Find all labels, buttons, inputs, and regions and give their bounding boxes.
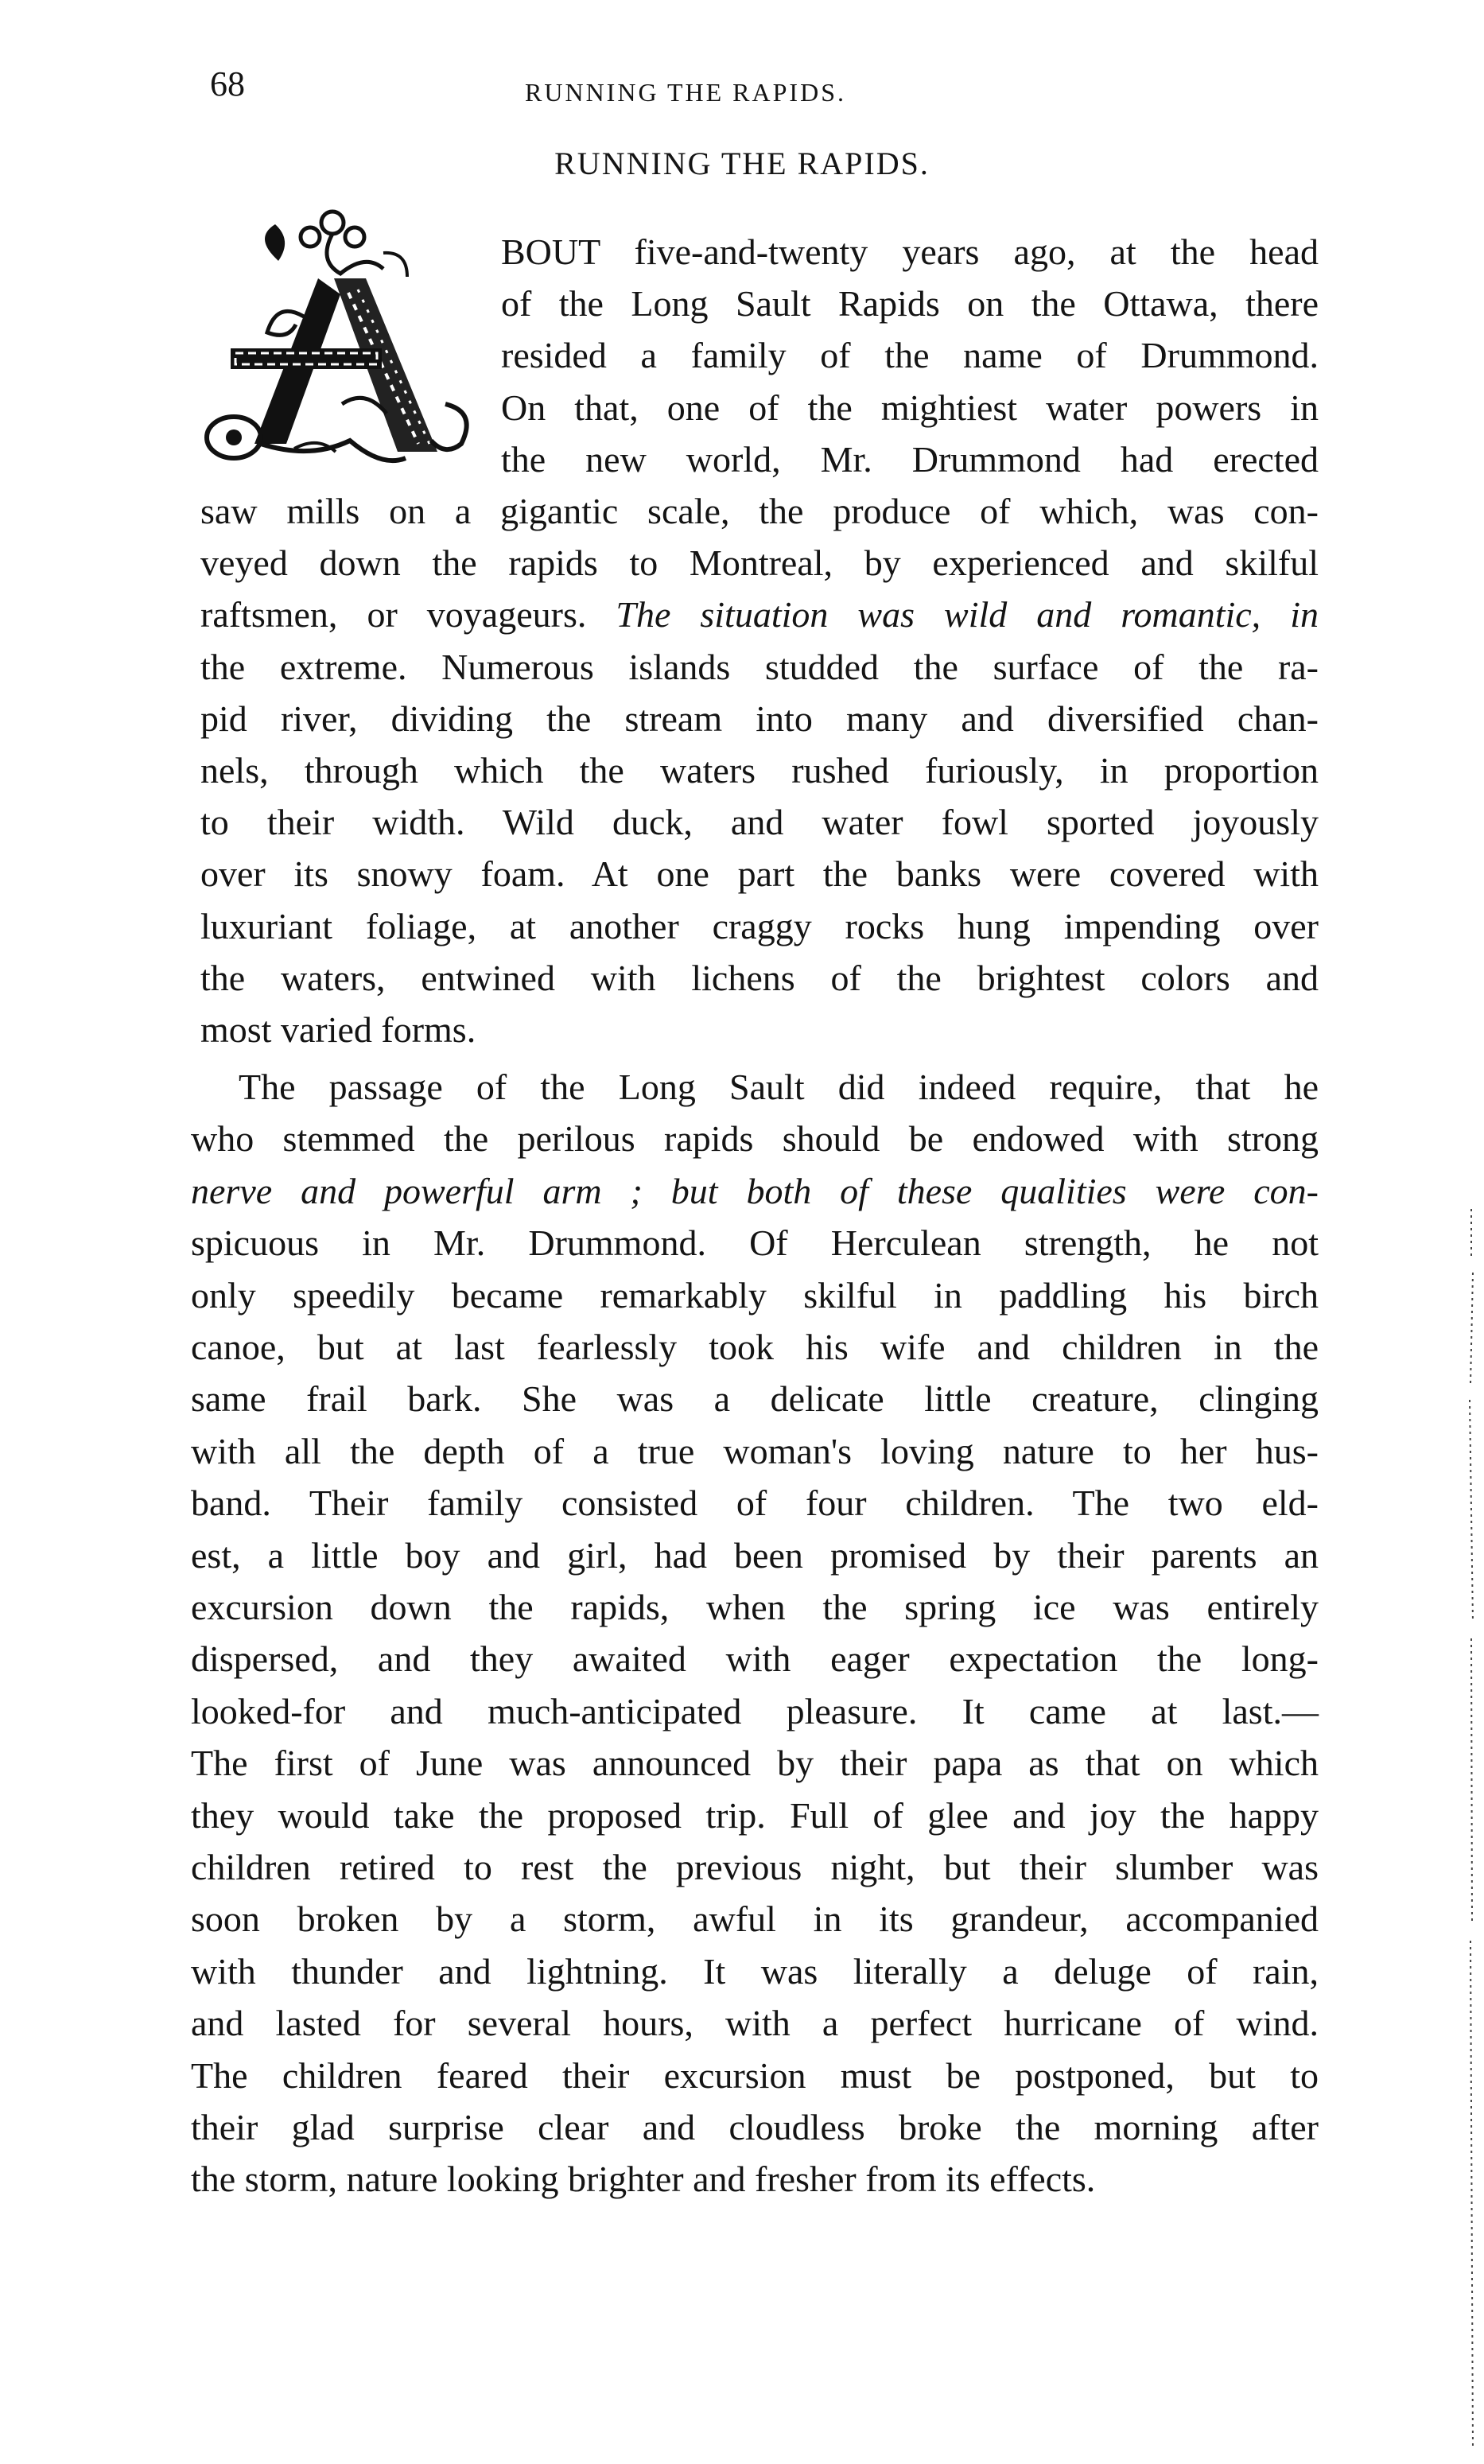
text-line: luxuriant foliage, at another craggy rocks hung impending over bbox=[200, 905, 1319, 946]
text-line: and lasted for several hours, with a perfect hurricane of wind. bbox=[191, 2003, 1319, 2044]
text-line: of the Long Sault Rapids on the Ottawa, there bbox=[501, 283, 1319, 325]
text-line: soon broken by a storm, awful in its grandeur, accompanied bbox=[191, 1899, 1319, 1940]
text-line: only speedily became remarkably skilful in paddling his birch bbox=[191, 1274, 1319, 1316]
running-head: RUNNING THE RAPIDS. bbox=[525, 78, 846, 107]
text-line: raftsmen, or voyageurs. The situation was wild and romantic, in bbox=[200, 594, 1319, 635]
text-line: resided a family of the name of Drummond. bbox=[501, 335, 1319, 376]
page-number: 68 bbox=[210, 64, 245, 103]
text-line: the storm, nature looking brighter and fresher from its effects. bbox=[191, 2159, 1096, 2200]
chapter-title: RUNNING THE RAPIDS. bbox=[554, 146, 930, 181]
text-line: canoe, but at last fearlessly took his wife and children in the bbox=[191, 1327, 1319, 1367]
text-line: over its snowy foam. At one part the banks were covered with bbox=[200, 853, 1319, 895]
text-line: nels, through which the waters rushed furiously, in proportion bbox=[200, 750, 1319, 791]
text-line: the extreme. Numerous islands studded the surface of the ra- bbox=[200, 646, 1319, 687]
text-line: their glad surprise clear and cloudless broke the morning after bbox=[191, 2107, 1319, 2147]
text-line: est, a little boy and girl, had been promised by their parents an bbox=[191, 1534, 1319, 1576]
text-line: band. Their family consisted of four children. The two eld- bbox=[191, 1483, 1319, 1524]
text-line: the new world, Mr. Drummond had erected bbox=[501, 438, 1319, 480]
text-line: children retired to rest the previous night, but their slumber was bbox=[191, 1847, 1319, 1887]
text-line: BOUT five-and-twenty years ago, at the head bbox=[501, 231, 1319, 272]
text-line: the waters, entwined with lichens of the brightest colors and bbox=[200, 957, 1319, 998]
text-line: dispersed, and they awaited with eager expectation the long- bbox=[191, 1638, 1319, 1680]
scan-edge-artifact bbox=[1463, 1209, 1479, 2450]
text-line: with thunder and lightning. It was literally a deluge of rain, bbox=[191, 1950, 1319, 1992]
text-line: to their width. Wild duck, and water fowl sported joyously bbox=[200, 802, 1319, 843]
text-line: saw mills on a gigantic scale, the produce of which, was con- bbox=[200, 491, 1319, 531]
text-line: The passage of the Long Sault did indeed require, that he bbox=[239, 1067, 1319, 1107]
text-line: looked-for and much-anticipated pleasure. It came at last.— bbox=[191, 1690, 1319, 1731]
text-line: The first of June was announced by their papa as that on which bbox=[191, 1743, 1319, 1784]
text-line: who stemmed the perilous rapids should be endowed with strong bbox=[191, 1118, 1319, 1160]
text-line: most varied forms. bbox=[200, 1009, 476, 1050]
text-line: same frail bark. She was a delicate little creature, clinging bbox=[191, 1378, 1319, 1420]
text-line: they would take the proposed trip. Full of glee and joy the happy bbox=[191, 1794, 1319, 1836]
text-line: The children feared their excursion must be postponed, but to bbox=[191, 2054, 1319, 2096]
text-line: with all the depth of a true woman's loving nature to her hus- bbox=[191, 1430, 1319, 1471]
ornamental-drop-cap-A-icon bbox=[199, 205, 485, 492]
text-line: spicuous in Mr. Drummond. Of Herculean strength, he not bbox=[191, 1222, 1319, 1264]
text-line: veyed down the rapids to Montreal, by experienced and skilful bbox=[200, 542, 1319, 584]
text-line: excursion down the rapids, when the spring ice was entirely bbox=[191, 1587, 1319, 1627]
text-line: pid river, dividing the stream into many and diversified chan- bbox=[200, 698, 1319, 739]
text-line: On that, one of the mightiest water powers in bbox=[501, 387, 1319, 428]
text-line: nerve and powerful arm ; but both of these qualities were con- bbox=[191, 1170, 1319, 1211]
